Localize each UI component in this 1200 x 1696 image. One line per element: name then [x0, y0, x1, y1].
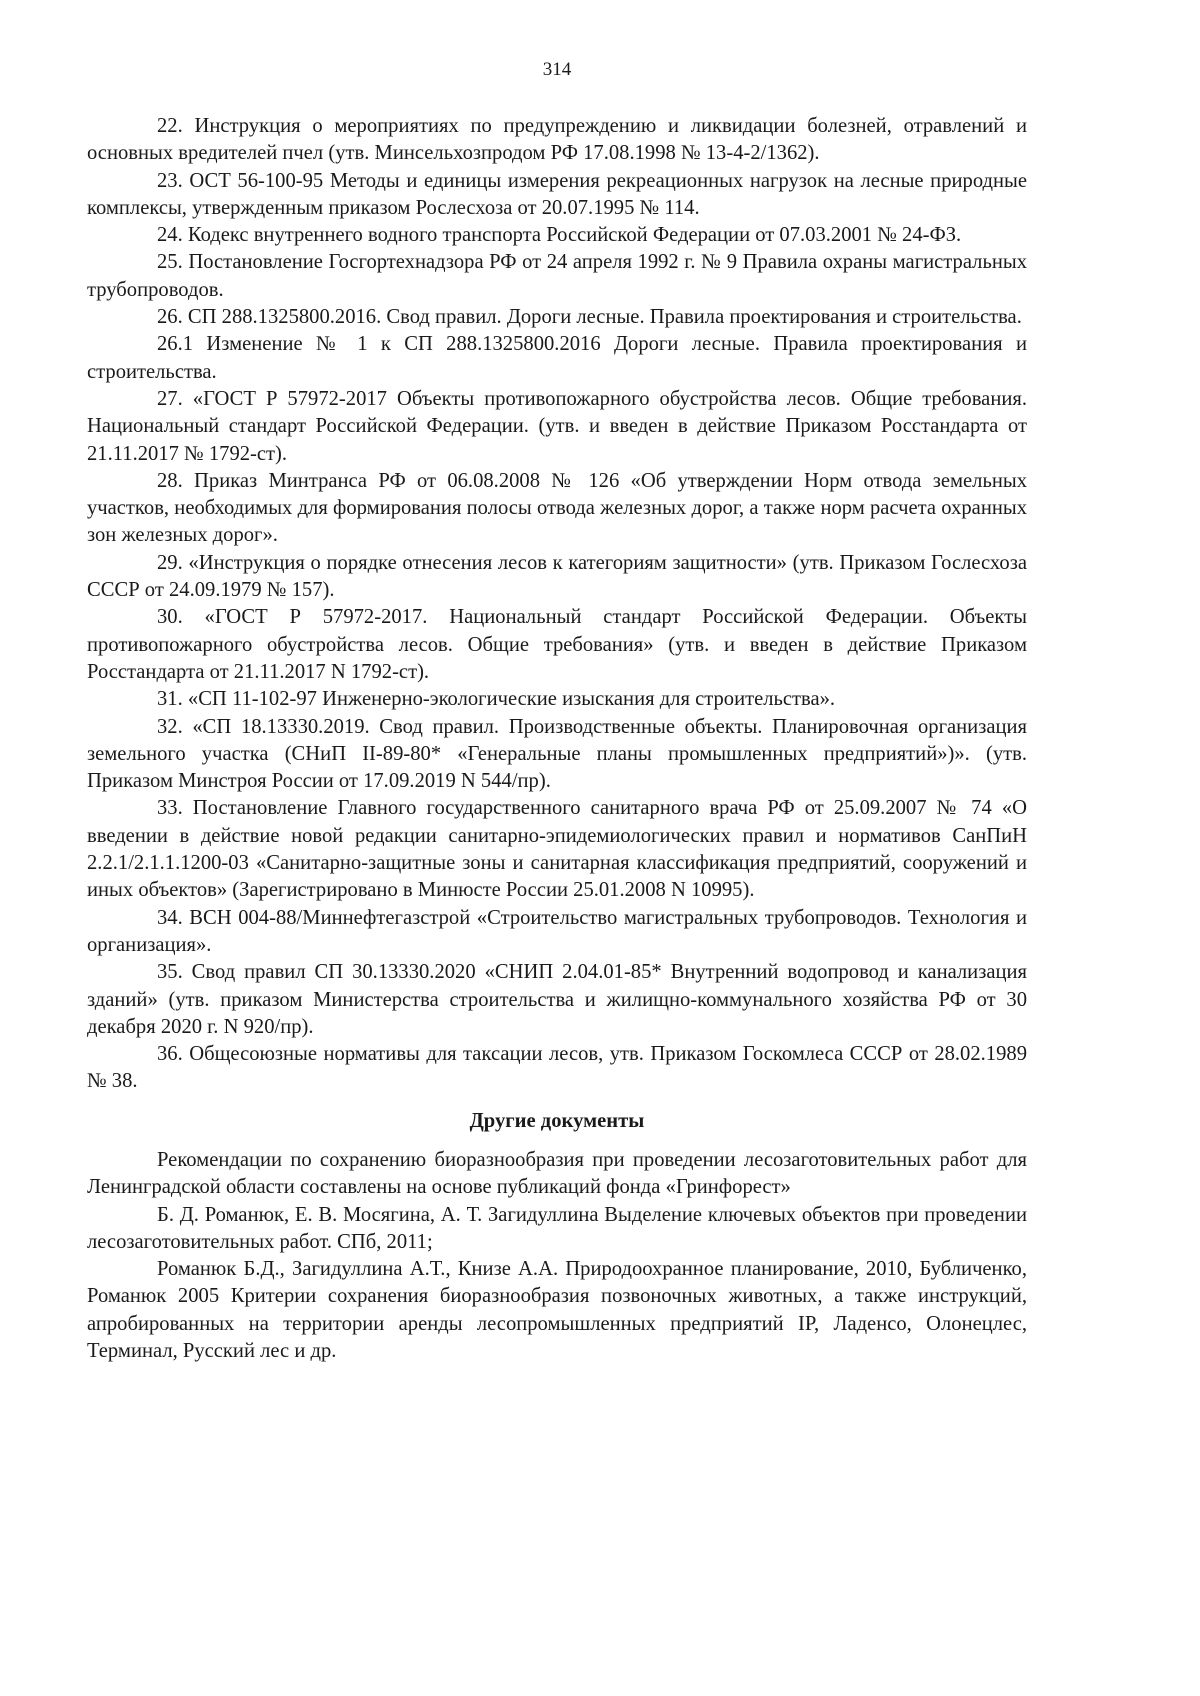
page-content [87, 113, 1027, 1365]
document-page [87, 0, 1027, 1696]
reference-item-22: 22. Инструкция о мероприятиях по предупреждению и ликвидации болезней, отравлений и основных вредителей пчел (утв. Минсельхозпродом РФ 17.08.1998 № 13-4-2/1362). [87, 115, 1027, 165]
reference-item-34: 34. ВСН 004-88/Миннефтегазстрой «Строительство магистральных трубопроводов. Технология и организация». [87, 906, 1027, 956]
reference-item-25: 25. Постановление Госгортехнадзора РФ от 24 апреля 1992 г. № 9 Правила охраны магистральных трубопроводов. [87, 251, 1027, 301]
reference-item-23: 23. ОСТ 56-100-95 Методы и единицы измерения рекреационных нагрузок на лесные природные комплексы, утвержденным приказом Рослесхоза от 20.07.1995 № 114. [87, 169, 1027, 219]
reference-item-24: 24. Кодекс внутреннего водного транспорта Российской Федерации от 07.03.2001 № 24-ФЗ. [157, 224, 962, 247]
other-document-paragraph: Рекомендации по сохранению биоразнообразия при проведении лесозаготовительных работ для Ленинградской области составлены на основе публикаций фонда «Гринфорест» [87, 1148, 1027, 1199]
reference-item-32: 32. «СП 18.13330.2019. Свод правил. Производственные объекты. Планировочная организация земельного участка (СНиП II-89-80* «Генеральные планы промышленных предприятий»)». (утв. Приказом Минстроя России от 17.09.2019 N 544/пр). [87, 715, 1027, 793]
page-number: 314 [542, 59, 572, 80]
reference-item-33: 33. Постановление Главного государственного санитарного врача РФ от 25.09.2007 № 74 «О введении в действие новой редакции санитарно-эпидемиологических правил и нормативов СанПиН 2.2.1/2.1.1.1200-03 «Санитарно-защитные зоны и санитарная классификация предприятий, сооружений и иных объектов» (Зарегистрировано в Минюсте России 25.01.2008 N 10995). [87, 797, 1027, 902]
references-list [87, 113, 1027, 1096]
reference-item-28: 28. Приказ Минтранса РФ от 06.08.2008 № 126 «Об утверждении Норм отвода земельных участков, необходимых для формирования полосы отвода железных дорог, а также норм расчета охранных зон железных дорог». [87, 469, 1027, 547]
section-heading-other-documents: Другие документы [469, 1109, 645, 1132]
reference-item-29: 29. «Инструкция о порядке отнесения лесов к категориям защитности» (утв. Приказом Гослесхоза СССР от 24.09.1979 № 157). [87, 551, 1027, 602]
other-document-paragraph: Романюк Б.Д., Загидуллина А.Т., Книзе А.А. Природоохранное планирование, 2010, Бубличенко, Романюк 2005 Критерии сохранения биоразнообразия позвоночных животных, а также инструкций, апробированных на территории аренды лесопромышленных предприятий IP, Ладенсо, Олонецлес, Терминал, Русский лес и др. [87, 1258, 1027, 1363]
reference-item-27: 27. «ГОСТ Р 57972-2017 Объекты противопожарного обустройства лесов. Общие требования. Национальный стандарт Российской Федерации. (утв. и введен в действие Приказом Росстандарта от 21.11.2017 № 1792-ст). [87, 387, 1027, 465]
reference-item-30: 30. «ГОСТ Р 57972-2017. Национальный стандарт Российской Федерации. Объекты противопожарного обустройства лесов. Общие требования» (утв. и введен в действие Приказом Росстандарта от 21.11.2017 N 1792-ст). [87, 606, 1027, 683]
other-document-paragraph: Б. Д. Романюк, Е. В. Мосягина, А. Т. Загидуллина Выделение ключевых объектов при проведении лесозаготовительных работ. СПб, 2011; [87, 1203, 1027, 1253]
reference-item-31: 31. «СП 11-102-97 Инженерно-экологические изыскания для строительства». [157, 688, 836, 711]
reference-item-35: 35. Свод правил СП 30.13330.2020 «СНИП 2.04.01-85* Внутренний водопровод и канализация зданий» (утв. приказом Министерства строительства и жилищно-коммунального хозяйства РФ от 30 декабря 2020 г. N 920/пр). [87, 961, 1027, 1038]
reference-item-36: 36. Общесоюзные нормативы для таксации лесов, утв. Приказом Госкомлеса СССР от 28.02.1989 № 38. [87, 1043, 1027, 1093]
reference-item-26-1: 26.1 Изменение № 1 к СП 288.1325800.2016 Дороги лесные. Правила проектирования и строительства. [87, 333, 1027, 383]
other-documents-section [87, 1147, 1027, 1365]
reference-item-26: 26. СП 288.1325800.2016. Свод правил. Дороги лесные. Правила проектирования и строительства. [157, 306, 1022, 329]
